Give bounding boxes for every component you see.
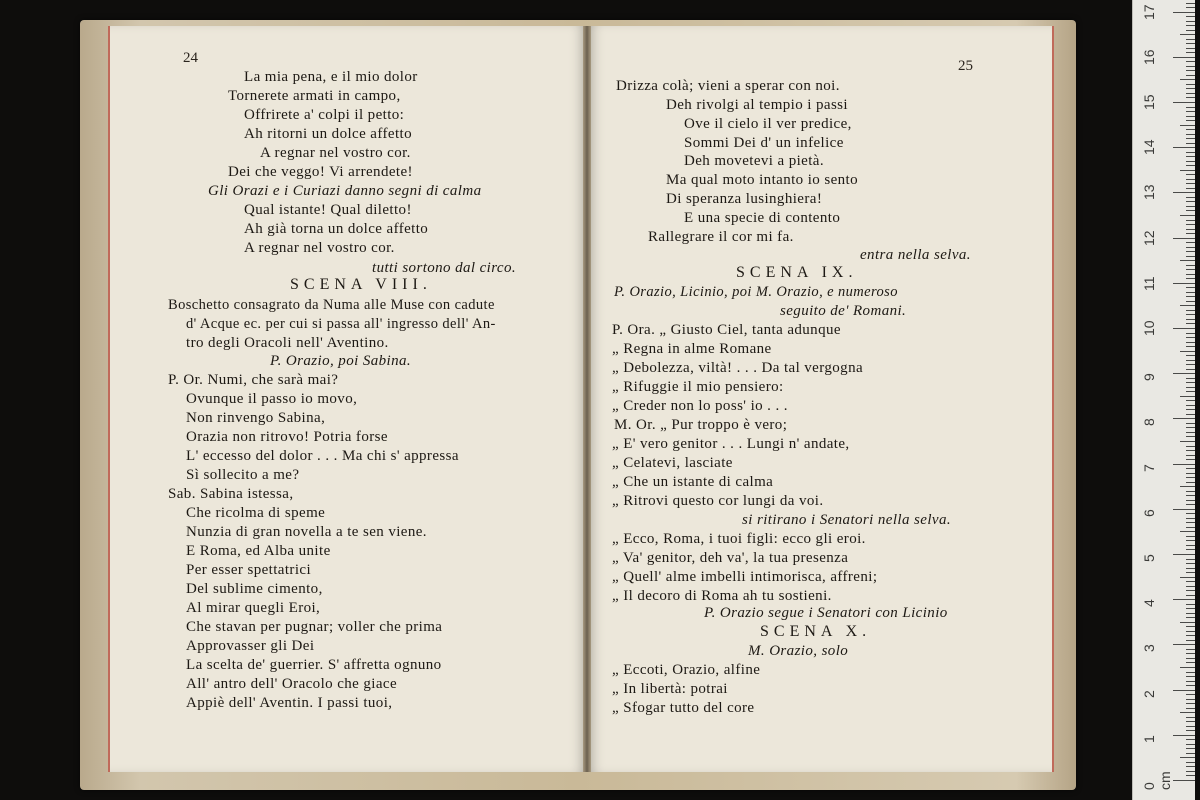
- ruler-tick: [1186, 491, 1195, 492]
- ruler-tick: [1186, 346, 1195, 347]
- ruler-tick: [1180, 34, 1195, 35]
- ruler-tick: [1186, 323, 1195, 324]
- ruler-tick: [1186, 730, 1195, 731]
- ruler-tick: [1186, 676, 1195, 677]
- ruler-number: 8: [1141, 418, 1157, 427]
- ruler-tick: [1186, 391, 1195, 392]
- ruler-tick: [1186, 766, 1195, 767]
- ruler-tick: [1186, 107, 1195, 108]
- ruler-tick: [1186, 640, 1195, 641]
- ruler-tick: [1186, 468, 1195, 469]
- scene-heading: SCENA IX.: [736, 264, 858, 281]
- ruler-tick: [1186, 274, 1195, 275]
- ruler-tick: [1180, 260, 1195, 261]
- book-gutter: [583, 26, 591, 772]
- ruler-tick: [1186, 179, 1195, 180]
- ruler-tick: [1186, 427, 1195, 428]
- ruler-tick: [1186, 459, 1195, 460]
- stage-direction: P. Orazio segue i Senatori con Licinio: [704, 605, 948, 621]
- ruler-tick: [1186, 717, 1195, 718]
- ruler-tick: [1186, 278, 1195, 279]
- text-line: „ Regna in alme Romane: [612, 341, 772, 357]
- ruler-tick: [1186, 129, 1195, 130]
- ruler-tick: [1186, 310, 1195, 311]
- ruler-tick: [1180, 757, 1195, 758]
- text-line: Che ricolma di speme: [186, 505, 326, 521]
- measuring-ruler: [1132, 0, 1195, 800]
- ruler-tick: [1186, 165, 1195, 166]
- ruler-tick: [1186, 84, 1195, 85]
- ruler-tick: [1186, 161, 1195, 162]
- ruler-number: 5: [1141, 554, 1157, 562]
- stage-direction: d' Acque ec. per cui si passa all' ingresso dell' An-: [186, 316, 496, 332]
- ruler-tick: [1186, 771, 1195, 772]
- ruler-tick: [1186, 174, 1195, 175]
- text-line: La scelta de' guerrier. S' affretta ognuno: [186, 657, 442, 673]
- ruler-tick: [1186, 39, 1195, 40]
- ruler-tick: [1173, 192, 1195, 193]
- text-line: „ Ritrovi questo cor lungi da voi.: [612, 493, 824, 509]
- ruler-tick: [1186, 369, 1195, 370]
- text-line: Ove il cielo il ver predice,: [684, 116, 852, 132]
- ruler-tick: [1186, 563, 1195, 564]
- ruler-tick: [1186, 694, 1195, 695]
- ruler-tick: [1180, 351, 1195, 352]
- ruler-tick: [1186, 672, 1195, 673]
- ruler-tick: [1186, 210, 1195, 211]
- text-line: Ovunque il passo io movo,: [186, 391, 358, 407]
- ruler-tick: [1186, 446, 1195, 447]
- ruler-tick: [1186, 409, 1195, 410]
- ruler-tick: [1186, 595, 1195, 596]
- text-line: Ah ritorni un dolce affetto: [244, 126, 412, 142]
- text-line: „ Il decoro di Roma ah tu sostieni.: [612, 588, 832, 604]
- ruler-tick: [1186, 7, 1195, 8]
- ruler-tick: [1186, 586, 1195, 587]
- ruler-tick: [1186, 319, 1195, 320]
- ruler-tick: [1173, 373, 1195, 374]
- ruler-tick: [1186, 604, 1195, 605]
- ruler-tick: [1186, 748, 1195, 749]
- ruler-tick: [1186, 753, 1195, 754]
- ruler-tick: [1186, 775, 1195, 776]
- ruler-tick: [1186, 608, 1195, 609]
- ruler-tick: [1186, 61, 1195, 62]
- text-line: M. Or. „ Pur troppo è vero;: [614, 417, 788, 433]
- ruler-tick: [1186, 93, 1195, 94]
- ruler-tick: [1186, 405, 1195, 406]
- ruler-tick: [1186, 432, 1195, 433]
- ruler-tick: [1186, 545, 1195, 546]
- ruler-number: 1: [1141, 735, 1157, 743]
- character-list: seguito de' Romani.: [780, 303, 907, 319]
- text-line: Che stavan per pugnar; voller che prima: [186, 619, 443, 635]
- ruler-tick: [1186, 378, 1195, 379]
- ruler-tick: [1186, 201, 1195, 202]
- ruler-tick: [1186, 233, 1195, 234]
- ruler-tick: [1186, 540, 1195, 541]
- ruler-tick: [1180, 712, 1195, 713]
- text-line: Rallegrare il cor mi fa.: [648, 229, 794, 245]
- ruler-tick: [1186, 726, 1195, 727]
- ruler-tick: [1186, 477, 1195, 478]
- ruler-tick: [1173, 283, 1195, 284]
- ruler-tick: [1186, 247, 1195, 248]
- text-line: Drizza colà; vieni a sperar con noi.: [616, 78, 840, 94]
- ruler-tick: [1186, 613, 1195, 614]
- text-line: Sommi Dei d' un infelice: [684, 135, 844, 151]
- ruler-tick: [1186, 522, 1195, 523]
- text-line: Dei che veggo! Vi arrendete!: [228, 164, 413, 180]
- text-line: Approvasser gli Dei: [186, 638, 315, 654]
- ruler-tick: [1180, 170, 1195, 171]
- ruler-tick: [1186, 364, 1195, 365]
- text-line: Nunzia di gran novella a te sen viene.: [186, 524, 427, 540]
- text-line: „ E' vero genitor . . . Lungi n' andate,: [612, 436, 850, 452]
- ruler-tick: [1186, 387, 1195, 388]
- ruler-tick: [1180, 577, 1195, 578]
- text-line: „ Celatevi, lasciate: [612, 455, 733, 471]
- ruler-tick: [1180, 486, 1195, 487]
- text-line: L' eccesso del dolor . . . Ma chi s' appressa: [186, 448, 459, 464]
- ruler-tick: [1180, 531, 1195, 532]
- ruler-tick: [1186, 721, 1195, 722]
- ruler-tick: [1186, 337, 1195, 338]
- text-line: „ Sfogar tutto del core: [612, 700, 755, 716]
- ruler-tick: [1186, 75, 1195, 76]
- ruler-tick: [1186, 355, 1195, 356]
- ruler-tick: [1186, 48, 1195, 49]
- ruler-tick: [1186, 66, 1195, 67]
- ruler-tick: [1186, 265, 1195, 266]
- ruler-tick: [1186, 3, 1195, 4]
- ruler-tick: [1173, 12, 1195, 13]
- ruler-tick: [1173, 644, 1195, 645]
- text-line: P. Or. Numi, che sarà mai?: [168, 372, 339, 388]
- text-line: Sì sollecito a me?: [186, 467, 300, 483]
- ruler-tick: [1186, 617, 1195, 618]
- ruler-tick: [1186, 708, 1195, 709]
- ruler-tick: [1186, 156, 1195, 157]
- ruler-tick: [1173, 238, 1195, 239]
- ruler-tick: [1173, 147, 1195, 148]
- ruler-tick: [1186, 739, 1195, 740]
- text-line: „ Creder non lo poss' io . . .: [612, 398, 788, 414]
- ruler-tick: [1186, 301, 1195, 302]
- ruler-tick: [1186, 559, 1195, 560]
- ruler-tick: [1173, 690, 1195, 691]
- ruler-tick: [1173, 780, 1195, 781]
- ruler-tick: [1186, 685, 1195, 686]
- ruler-tick: [1186, 333, 1195, 334]
- ruler-tick: [1186, 649, 1195, 650]
- text-line: „ Va' genitor, deh va', la tua presenza: [612, 550, 849, 566]
- text-line: Tornerete armati in campo,: [228, 88, 401, 104]
- ruler-tick: [1186, 400, 1195, 401]
- ruler-tick: [1186, 450, 1195, 451]
- ruler-tick: [1186, 52, 1195, 53]
- text-line: E una specie di contento: [684, 210, 841, 226]
- character-list: M. Orazio, solo: [748, 643, 849, 659]
- text-line: Orazia non ritrovo! Potria forse: [186, 429, 388, 445]
- ruler-tick: [1186, 518, 1195, 519]
- ruler-tick: [1180, 622, 1195, 623]
- ruler-tick: [1186, 572, 1195, 573]
- ruler-tick: [1186, 97, 1195, 98]
- ruler-tick: [1186, 590, 1195, 591]
- ruler-tick: [1186, 495, 1195, 496]
- text-line: All' antro dell' Oracolo che giace: [186, 676, 398, 692]
- ruler-tick: [1186, 220, 1195, 221]
- text-line: Non rinvengo Sabina,: [186, 410, 326, 426]
- ruler-tick: [1173, 464, 1195, 465]
- ruler-tick: [1180, 305, 1195, 306]
- ruler-number: 11: [1141, 276, 1157, 291]
- ruler-tick: [1173, 328, 1195, 329]
- ruler-tick: [1186, 242, 1195, 243]
- text-line: Di speranza lusinghiera!: [666, 191, 823, 207]
- ruler-tick: [1186, 138, 1195, 139]
- stage-direction: tutti sortono dal circo.: [372, 260, 517, 276]
- text-line: Appiè dell' Aventin. I passi tuoi,: [186, 695, 393, 711]
- ruler-number: 17: [1141, 4, 1157, 20]
- stage-direction: tro degli Oracoli nell' Aventino.: [186, 335, 389, 351]
- ruler-tick: [1186, 342, 1195, 343]
- text-line: „ Che un istante di calma: [612, 474, 774, 490]
- right-page-number: 25: [958, 58, 973, 74]
- stage-direction: Boschetto consagrato da Numa alle Muse con cadute: [168, 297, 495, 313]
- text-line: Sab. Sabina istessa,: [168, 486, 294, 502]
- text-line: „ Ecco, Roma, i tuoi figli: ecco gli eroi.: [612, 531, 866, 547]
- text-line: P. Ora. „ Giusto Ciel, tanta adunque: [612, 322, 841, 338]
- ruler-tick: [1186, 455, 1195, 456]
- ruler-tick: [1186, 504, 1195, 505]
- text-line: Ma qual moto intanto io sento: [666, 172, 858, 188]
- ruler-tick: [1186, 581, 1195, 582]
- ruler-tick: [1173, 509, 1195, 510]
- text-line: Offrirete a' colpi il petto:: [244, 107, 405, 123]
- ruler-number: 2: [1141, 689, 1157, 698]
- text-line: Deh rivolgi al tempio i passi: [666, 97, 848, 113]
- ruler-tick: [1173, 554, 1195, 555]
- text-line: Al mirar quegli Eroi,: [186, 600, 321, 616]
- ruler-tick: [1180, 396, 1195, 397]
- ruler-tick: [1186, 188, 1195, 189]
- stage-direction: Gli Orazi e i Curiazi danno segni di calma: [208, 183, 482, 199]
- ruler-tick: [1186, 703, 1195, 704]
- ruler-tick: [1186, 360, 1195, 361]
- ruler-tick: [1186, 116, 1195, 117]
- text-line: La mia pena, e il mio dolor: [244, 69, 418, 85]
- text-line: „ Quell' alme imbelli intimorisca, affreni;: [612, 569, 878, 585]
- ruler-tick: [1180, 667, 1195, 668]
- ruler-unit-label: 0 cm: [1141, 771, 1173, 790]
- ruler-tick: [1186, 43, 1195, 44]
- ruler-tick: [1180, 215, 1195, 216]
- text-line: Qual istante! Qual diletto!: [244, 202, 412, 218]
- text-line: Ah già torna un dolce affetto: [244, 221, 429, 237]
- ruler-tick: [1180, 79, 1195, 80]
- left-page-number: 24: [183, 50, 198, 66]
- stage-direction: si ritirano i Senatori nella selva.: [742, 512, 951, 528]
- ruler-tick: [1186, 120, 1195, 121]
- ruler-tick: [1186, 111, 1195, 112]
- ruler-tick: [1186, 653, 1195, 654]
- ruler-tick: [1186, 16, 1195, 17]
- text-line: „ Eccoti, Orazio, alfine: [612, 662, 761, 678]
- character-list: P. Orazio, poi Sabina.: [270, 353, 412, 369]
- ruler-tick: [1186, 143, 1195, 144]
- ruler-tick: [1186, 292, 1195, 293]
- ruler-tick: [1186, 662, 1195, 663]
- ruler-tick: [1186, 134, 1195, 135]
- ruler-tick: [1186, 513, 1195, 514]
- ruler-tick: [1186, 152, 1195, 153]
- ruler-tick: [1186, 568, 1195, 569]
- ruler-tick: [1186, 287, 1195, 288]
- ruler-tick: [1186, 206, 1195, 207]
- ruler-tick: [1186, 635, 1195, 636]
- ruler-tick: [1186, 527, 1195, 528]
- character-list: P. Orazio, Licinio, poi M. Orazio, e numeroso: [614, 284, 898, 300]
- ruler-tick: [1186, 473, 1195, 474]
- ruler-number: 12: [1141, 230, 1157, 246]
- ruler-tick: [1186, 25, 1195, 26]
- ruler-tick: [1186, 482, 1195, 483]
- ruler-tick: [1186, 744, 1195, 745]
- ruler-number: 3: [1141, 644, 1157, 653]
- ruler-tick: [1186, 224, 1195, 225]
- text-line: „ In libertà: potrai: [612, 681, 728, 697]
- ruler-tick: [1186, 626, 1195, 627]
- text-line: E Roma, ed Alba unite: [186, 543, 331, 559]
- ruler-tick: [1180, 441, 1195, 442]
- ruler-tick: [1186, 70, 1195, 71]
- ruler-number: 16: [1141, 49, 1157, 65]
- ruler-tick: [1186, 536, 1195, 537]
- text-line: Del sublime cimento,: [186, 581, 323, 597]
- ruler-tick: [1186, 500, 1195, 501]
- ruler-number: 6: [1141, 509, 1157, 517]
- stage-direction: entra nella selva.: [860, 247, 971, 263]
- ruler-tick: [1186, 21, 1195, 22]
- scene-heading: SCENA VIII.: [290, 276, 432, 293]
- ruler-tick: [1186, 414, 1195, 415]
- text-line: Per esser spettatrici: [186, 562, 312, 578]
- ruler-tick: [1186, 681, 1195, 682]
- ruler-number: 9: [1141, 373, 1157, 382]
- ruler-tick: [1186, 183, 1195, 184]
- ruler-number: 7: [1141, 463, 1157, 472]
- ruler-tick: [1173, 102, 1195, 103]
- text-line: „ Debolezza, viltà! . . . Da tal vergogna: [612, 360, 864, 376]
- scene-heading: SCENA X.: [760, 623, 872, 640]
- ruler-tick: [1186, 296, 1195, 297]
- ruler-tick: [1186, 436, 1195, 437]
- ruler-tick: [1186, 382, 1195, 383]
- ruler-tick: [1186, 30, 1195, 31]
- text-line: Deh movetevi a pietà.: [684, 153, 825, 169]
- ruler-tick: [1186, 314, 1195, 315]
- ruler-tick: [1173, 418, 1195, 419]
- ruler-tick: [1186, 229, 1195, 230]
- ruler-tick: [1186, 197, 1195, 198]
- text-line: A regnar nel vostro cor.: [244, 240, 395, 256]
- ruler-tick: [1186, 88, 1195, 89]
- ruler-tick: [1186, 269, 1195, 270]
- ruler-tick: [1173, 599, 1195, 600]
- ruler-tick: [1180, 125, 1195, 126]
- ruler-tick: [1186, 256, 1195, 257]
- ruler-number: 10: [1141, 320, 1157, 336]
- ruler-number: 15: [1141, 94, 1157, 110]
- ruler-tick: [1186, 762, 1195, 763]
- ruler-tick: [1186, 423, 1195, 424]
- text-line: A regnar nel vostro cor.: [260, 145, 411, 161]
- ruler-tick: [1186, 251, 1195, 252]
- ruler-tick: [1173, 57, 1195, 58]
- ruler-tick: [1186, 699, 1195, 700]
- ruler-tick: [1186, 658, 1195, 659]
- ruler-number: 4: [1141, 599, 1157, 608]
- ruler-number: 14: [1141, 139, 1157, 156]
- text-line: „ Rifuggie il mio pensiero:: [612, 379, 784, 395]
- ruler-tick: [1173, 735, 1195, 736]
- ruler-tick: [1186, 631, 1195, 632]
- ruler-number: 13: [1141, 184, 1157, 201]
- ruler-tick: [1186, 549, 1195, 550]
